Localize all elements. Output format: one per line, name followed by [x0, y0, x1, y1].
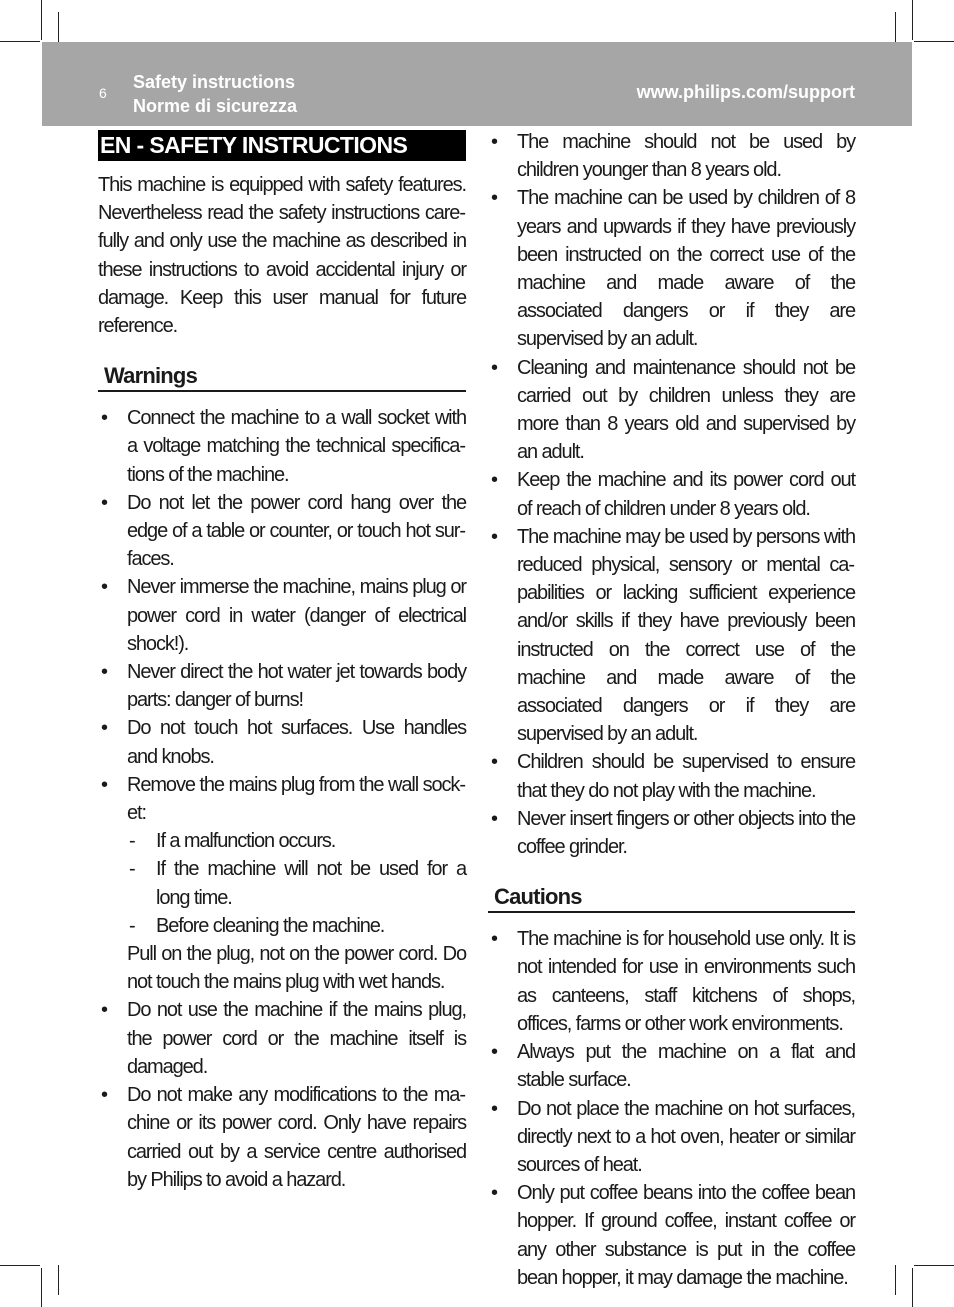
list-item: • Keep the machine and its power cord out of reach of children under 8 years old.: [488, 466, 855, 522]
cautions-title: Cautions: [488, 883, 855, 913]
crop-mark: [914, 41, 954, 42]
list-item: • The machine can be used by children of 8 years and upwards if they have previously been instructed on the correct use of the machine and made aware of the associated dangers or if they are supervised by an adult.: [488, 184, 855, 353]
list-item: • Do not touch hot surfaces. Use handles and knobs.: [98, 714, 466, 770]
page-number: 6: [99, 85, 107, 101]
list-item: • Always put the machine on a flat and stable surface.: [488, 1038, 855, 1094]
list-item: • Do not let the power cord hang over the edge of a table or counter, or touch hot surfaces.: [98, 489, 466, 574]
crop-mark: [58, 1265, 59, 1295]
list-item: • Never insert fingers or other objects into the coffee grinder.: [488, 805, 855, 861]
list-item: • Do not place the machine on hot surfaces, directly next to a hot oven, heater or similar sources of heat.: [488, 1095, 855, 1180]
cautions-list: [488, 925, 855, 1292]
crop-mark: [914, 1265, 954, 1266]
crop-mark: [895, 1265, 896, 1295]
warnings-title: Warnings: [98, 362, 466, 392]
intro-paragraph: This machine is equipped with safety features. Nevertheless read the safety instructions carefully and only use the machine as described in these instructions to avoid accidental injury or damage. Keep this user manual for future reference.: [98, 174, 466, 338]
header-title-it: Norme di sicurezza: [133, 96, 298, 116]
list-item: • The machine should not be used by children younger than 8 years old.: [488, 128, 855, 184]
section-main-title: EN - SAFETY INSTRUCTIONS: [98, 130, 466, 161]
left-column: [98, 130, 466, 1194]
crop-mark: [0, 1265, 40, 1266]
sub-list-item: - Before cleaning the machine.: [127, 912, 466, 940]
crop-mark: [41, 0, 42, 40]
remove-plug-note: Pull on the plug, not on the power cord. Do not touch the mains plug with wet hands.: [127, 943, 466, 994]
crop-mark: [895, 12, 896, 42]
crop-mark: [0, 41, 40, 42]
crop-mark: [912, 1268, 913, 1307]
list-item: • Only put coffee beans into the coffee bean hopper. If ground coffee, instant coffee or any other substance is put in the coffee bean hopper, it may damage the machine.: [488, 1179, 855, 1292]
remove-plug-sublist: [127, 827, 466, 940]
list-item: [98, 771, 466, 997]
list-item: • Connect the machine to a wall socket with a voltage matching the technical specifications of the machine.: [98, 404, 466, 489]
warnings-list-continued: [488, 128, 855, 861]
list-item: • Children should be supervised to ensure that they do not play with the machine.: [488, 748, 855, 804]
support-url: www.philips.com/support: [636, 82, 855, 102]
sub-list-item: - If the machine will not be used for a long time.: [127, 855, 466, 911]
warnings-list: [98, 404, 466, 1194]
right-column: [488, 128, 855, 1292]
list-item: • Do not make any modifications to the machine or its power cord. Only have repairs carried out by a service centre authorised by Philips to avoid a hazard.: [98, 1081, 466, 1194]
crop-mark: [41, 1268, 42, 1307]
remove-plug-text: • Remove the mains plug from the wall socket:: [127, 773, 466, 825]
header-title-en: Safety instructions: [133, 72, 296, 92]
crop-mark: [58, 12, 59, 42]
list-item: • Do not use the machine if the mains plug, the power cord or the machine itself is damaged.: [98, 996, 466, 1081]
page-header: [42, 42, 912, 126]
sub-list-item: - If a malfunction occurs.: [127, 827, 466, 855]
list-item: • The machine is for household use only. It is not intended for use in environments such as canteens, staff kitchens of shops, offices, farms or other work environments.: [488, 925, 855, 1038]
list-item: • Never direct the hot water jet towards body parts: danger of burns!: [98, 658, 466, 714]
crop-mark: [912, 0, 913, 40]
list-item: • The machine may be used by persons with reduced physical, sensory or mental capabilities or lacking sufficient experience and/or skills if they have previously been instructed on the correct use of the machine and made aware of the associated dangers or if they are supervised by an adult.: [488, 523, 855, 749]
list-item: • Cleaning and maintenance should not be carried out by children unless they are more than 8 years old and supervised by an adult.: [488, 354, 855, 467]
list-item: • Never immerse the machine, mains plug or power cord in water (danger of electrical shock!).: [98, 573, 466, 658]
